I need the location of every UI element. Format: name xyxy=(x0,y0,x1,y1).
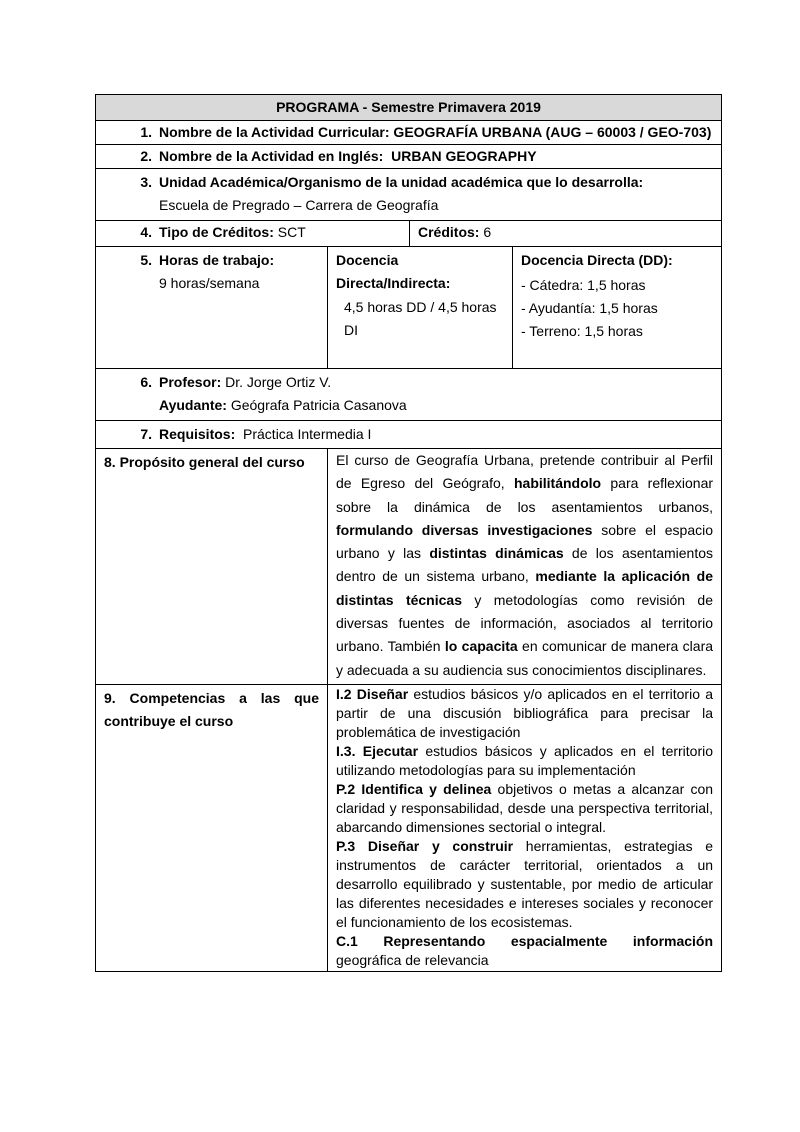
program-title: PROGRAMA - Semestre Primavera 2019 xyxy=(96,95,722,121)
direct-teaching-item: - Terreno: 1,5 horas xyxy=(521,323,643,339)
row-4 xyxy=(96,221,722,247)
row-number: 6. xyxy=(140,374,152,390)
work-hours-value: 9 horas/semana xyxy=(159,275,260,291)
row-number: 5. xyxy=(140,252,152,268)
teaching-value: 4,5 horas DD / 4,5 horas DI xyxy=(344,299,497,338)
activity-name-label: Nombre de la Actividad Curricular: xyxy=(159,124,390,140)
competencies-label: 9. Competencias a las que xyxy=(104,689,319,706)
competencies-label-line2: contribuye el curso xyxy=(104,712,234,729)
direct-teaching-item: - Cátedra: 1,5 horas xyxy=(521,277,646,293)
competencies-list xyxy=(328,684,722,971)
row-1 xyxy=(96,121,722,145)
competency-item: I.2 Diseñar estudios básicos y/o aplicados en el territorio a partir de una discusión bibliográfica para precisar la problemática de investigación xyxy=(336,685,714,740)
row-8 xyxy=(96,449,722,685)
row-9 xyxy=(96,684,722,971)
competency-item: I.3. Ejecutar estudios básicos y aplicados en el territorio utilizando metodologías para su implementación xyxy=(336,742,714,778)
credit-type-label: Tipo de Créditos: xyxy=(159,224,274,240)
professor-label: Profesor: xyxy=(159,374,222,390)
requirements-label: Requisitos: xyxy=(159,426,236,442)
direct-teaching-item: - Ayudantía: 1,5 horas xyxy=(521,300,658,316)
competency-item: P.3 Diseñar y construir herramientas, estrategias e instrumentos de carácter territorial, orientados a un desarrollo equilibrado y sustentable, por medio de articular las diferentes necesidades e intereses sociales y reconocer el funcionamiento de los ecosistemas. xyxy=(336,837,714,930)
activity-name-value: GEOGRAFÍA URBANA (AUG – 60003 / GEO-703) xyxy=(389,124,712,140)
row-6 xyxy=(96,369,722,421)
competency-item: C.1 Representando espacialmente información geográfica de relevancia xyxy=(336,932,714,968)
credits-label: Créditos: xyxy=(418,224,480,240)
credits-value: 6 xyxy=(479,224,492,240)
academic-unit-value: Escuela de Pregrado – Carrera de Geografía xyxy=(159,197,439,213)
competency-item: P.2 Identifica y delinea objetivos o metas a alcanzar con claridad y responsabilidad, desde una perspectiva territorial, abarcando dimensiones sectorial o integral. xyxy=(336,780,714,835)
program-document xyxy=(95,94,721,972)
row-number: 7. xyxy=(140,426,152,442)
direct-teaching-label: Docencia Directa (DD): xyxy=(521,252,673,268)
row-number: 4. xyxy=(140,224,152,240)
requirements-value: Práctica Intermedia I xyxy=(235,426,372,442)
teaching-label: Docencia Directa/Indirecta: xyxy=(336,252,451,291)
english-name-value: URBAN GEOGRAPHY xyxy=(383,148,537,164)
row-2 xyxy=(96,145,722,169)
direct-teaching-list xyxy=(521,274,713,343)
row-number: 3. xyxy=(140,174,152,190)
program-table xyxy=(95,94,722,972)
row-5 xyxy=(96,247,722,369)
assistant-label: Ayudante: xyxy=(159,397,227,413)
work-hours-label: Horas de trabajo: xyxy=(159,252,275,268)
assistant-value: Geógrafa Patricia Casanova xyxy=(226,397,407,413)
professor-value: Dr. Jorge Ortiz V. xyxy=(221,374,332,390)
academic-unit-label: Unidad Académica/Organismo de la unidad académica que lo desarrolla: xyxy=(159,174,644,190)
row-3 xyxy=(96,169,722,221)
purpose-text: El curso de Geografía Urbana, pretende contribuir al Perfil de Egreso del Geógrafo, habilitándolo para reflexionar sobre la dinámica de los asentamientos urbanos, formulando diversas investigaciones sobre el espacio urbano y las distintas dinámicas de los asentamientos dentro de un sistema urbano, mediante la aplicación de distintas técnicas y metodologías como revisión de diversas fuentes de información, asociados al territorio urbano. También lo capacita en comunicar de manera clara y adecuada a su audiencia sus conocimientos disciplinares. xyxy=(328,449,722,685)
english-name-label: Nombre de la Actividad en Inglés: xyxy=(159,148,384,164)
row-number: 2. xyxy=(140,148,152,164)
row-number: 1. xyxy=(140,124,152,140)
row-7 xyxy=(96,421,722,449)
header-row xyxy=(96,95,722,121)
purpose-label: 8. Propósito general del curso xyxy=(104,454,305,470)
credit-type-value: SCT xyxy=(273,224,306,240)
